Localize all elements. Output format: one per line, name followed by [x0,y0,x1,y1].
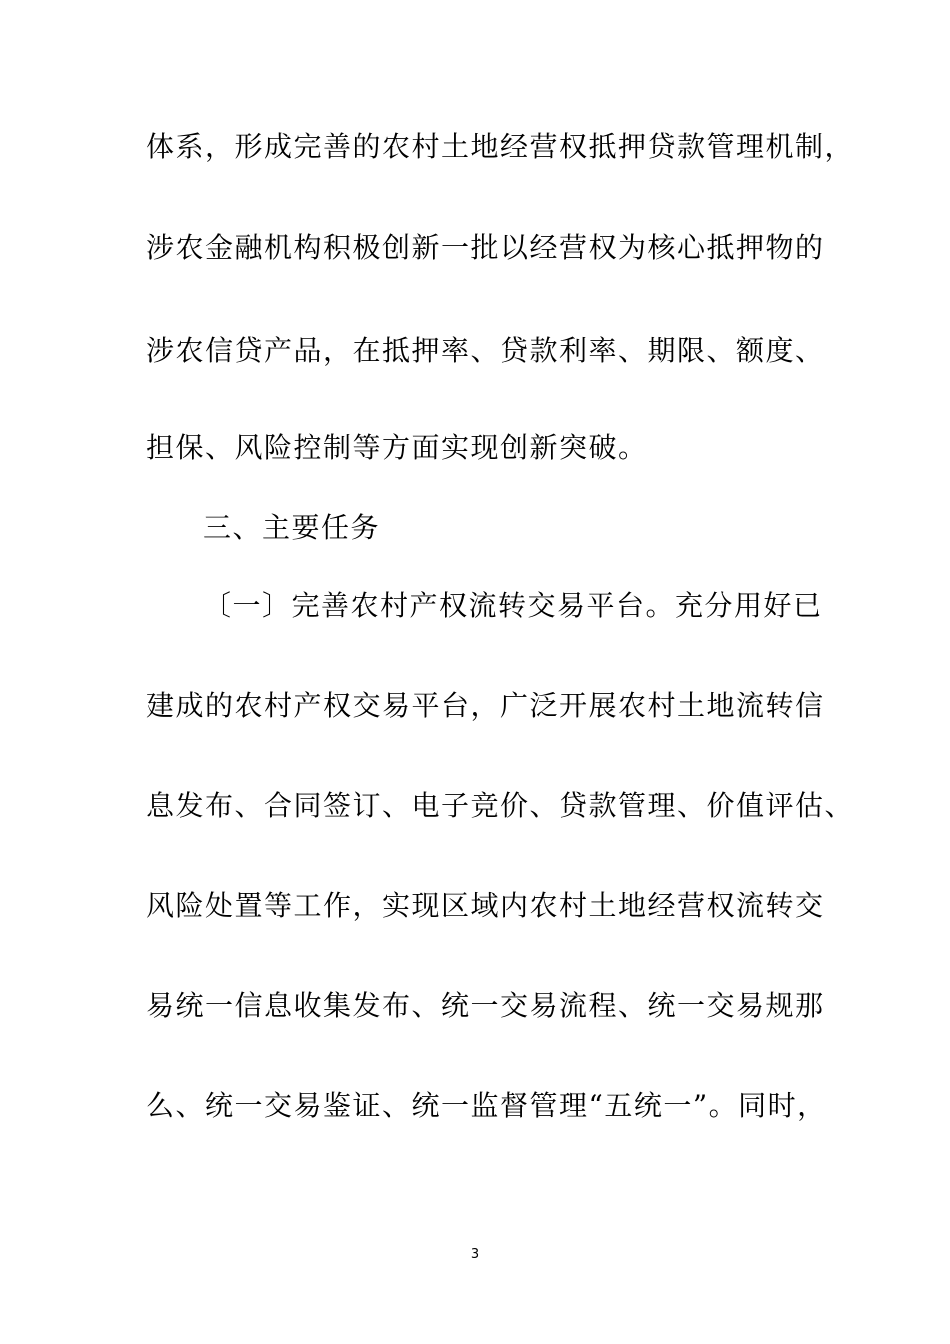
paragraph-line-3: 涉农信贷产品，在抵押率、贷款利率、期限、额度、 [146,334,825,367]
paragraph-line-8: 息发布、合同签订、电子竞价、贷款管理、价值评估、 [146,789,855,822]
paragraph-line-2: 涉农金融机构积极创新一批以经营权为核心抵押物的 [146,231,825,264]
paragraph-line-10: 易统一信息收集发布、统一交易流程、统一交易规那 [146,989,825,1022]
paragraph-line-1: 体系，形成完善的农村土地经营权抵押贷款管理机制， [146,130,855,163]
section-heading: 三、主要任务 [203,511,381,544]
page-number: 3 [470,1247,480,1262]
paragraph-line-9: 风险处置等工作，实现区域内农村土地经营权流转交 [146,889,825,922]
paragraph-line-7: 建成的农村产权交易平台，广泛开展农村土地流转信 [146,689,825,722]
paragraph-line-6: 〔一〕完善农村产权流转交易平台。充分用好已 [203,589,823,622]
paragraph-line-11: 么、统一交易鉴证、统一监督管理“五统一”。同时， [146,1089,827,1122]
paragraph-line-4: 担保、风险控制等方面实现创新突破。 [146,431,648,464]
